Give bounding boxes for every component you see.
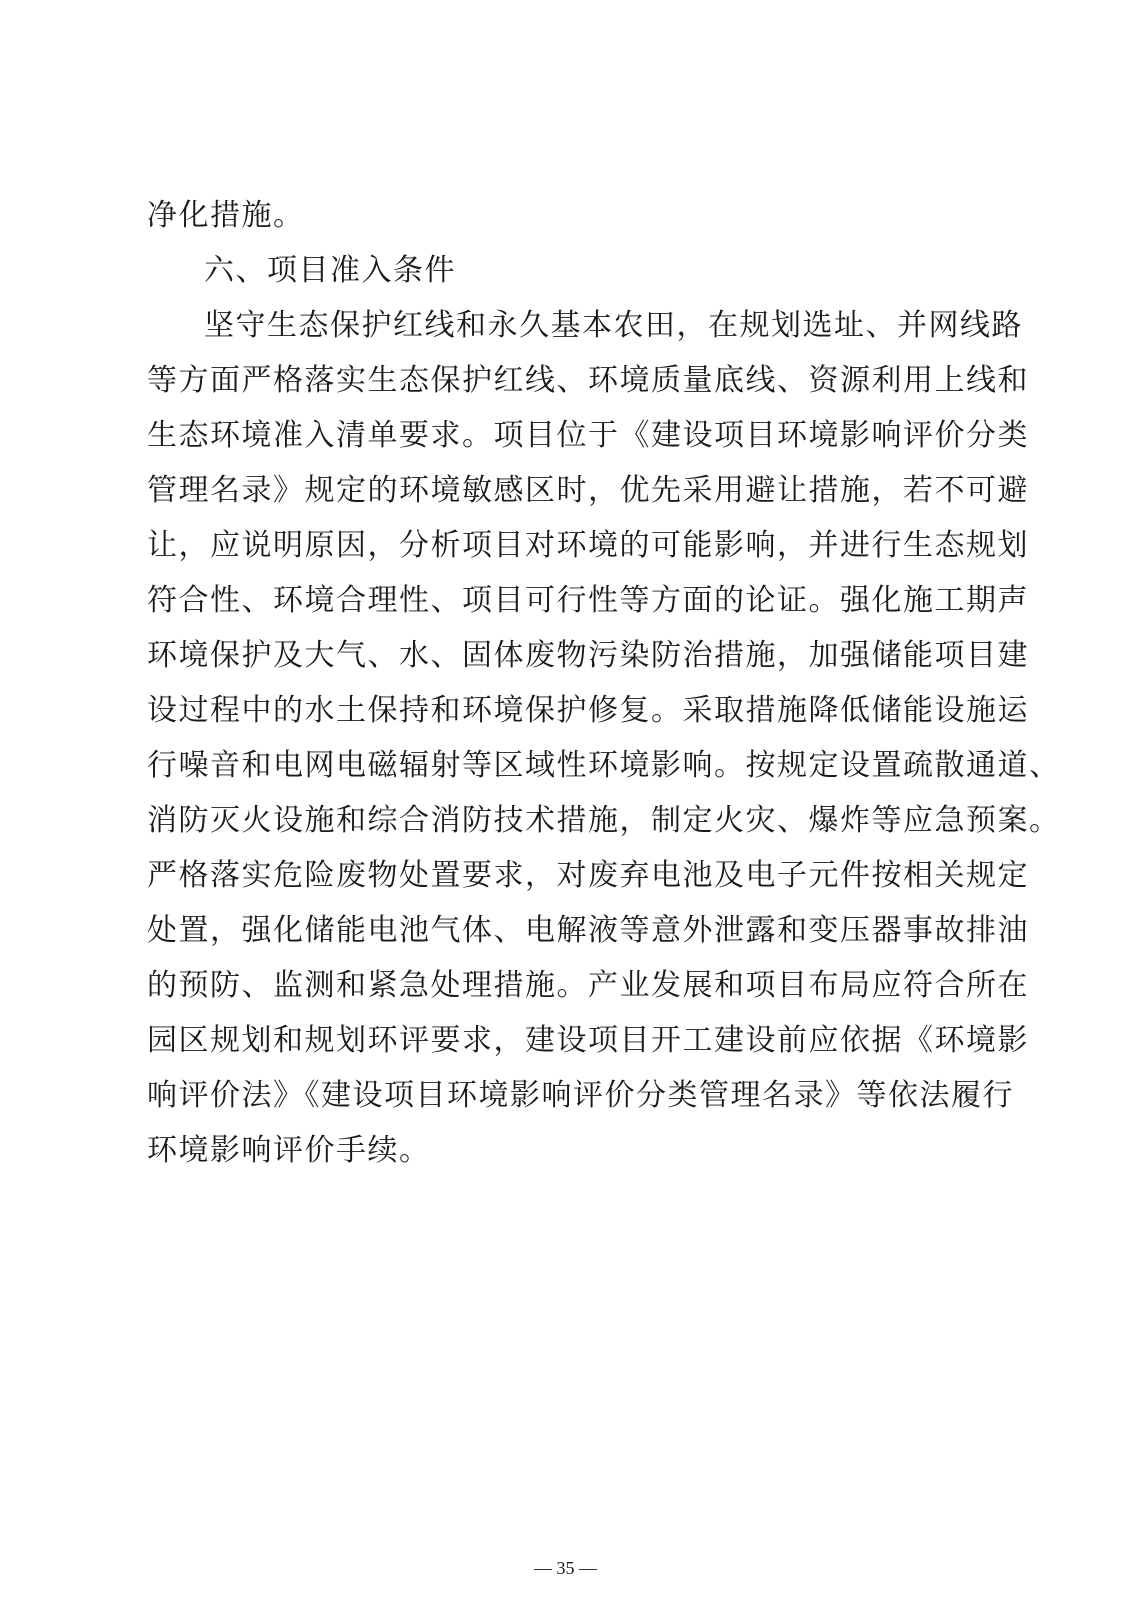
- paragraph-line: 符合性、环境合理性、项目可行性等方面的论证。强化施工期声: [147, 583, 1029, 618]
- paragraph-line: 生态环境准入清单要求。项目位于《建设项目环境影响评价分类: [147, 418, 1029, 453]
- paragraph-line: 坚守生态保护红线和永久基本农田，在规划选址、并网线路: [204, 308, 1023, 343]
- paragraph-line: 响评价法》《建设项目环境影响评价分类管理名录》等依法履行: [147, 1078, 1014, 1113]
- continuation-text: 净化措施。: [147, 198, 305, 233]
- paragraph-line: 设过程中的水土保持和环境保护修复。采取措施降低储能设施运: [147, 693, 1029, 728]
- paragraph-line: 让，应说明原因，分析项目对环境的可能影响，并进行生态规划: [147, 528, 1029, 563]
- paragraph-line: 园区规划和规划环评要求，建设项目开工建设前应依据《环境影: [147, 1023, 1029, 1058]
- paragraph-line: 环境保护及大气、水、固体废物污染防治措施，加强储能项目建: [147, 638, 1029, 673]
- paragraph-line: 管理名录》规定的环境敏感区时，优先采用避让措施，若不可避: [147, 473, 1029, 508]
- page-number: — 35 —: [534, 1558, 597, 1578]
- paragraph-line: 严格落实危险废物处置要求，对废弃电池及电子元件按相关规定: [147, 858, 1029, 893]
- paragraph-line: 环境影响评价手续。: [147, 1133, 431, 1168]
- paragraph-line: 等方面严格落实生态保护红线、环境质量底线、资源利用上线和: [147, 363, 1029, 398]
- paragraph-line: 消防灭火设施和综合消防技术措施，制定火灾、爆炸等应急预案。: [147, 803, 1061, 838]
- paragraph-line: 处置，强化储能电池气体、电解液等意外泄露和变压器事故排油: [147, 913, 1029, 948]
- section-heading: 六、项目准入条件: [204, 253, 456, 288]
- paragraph-line: 的预防、监测和紧急处理措施。产业发展和项目布局应符合所在: [147, 968, 1029, 1003]
- paragraph-line: 行噪音和电网电磁辐射等区域性环境影响。按规定设置疏散通道、: [147, 748, 1061, 783]
